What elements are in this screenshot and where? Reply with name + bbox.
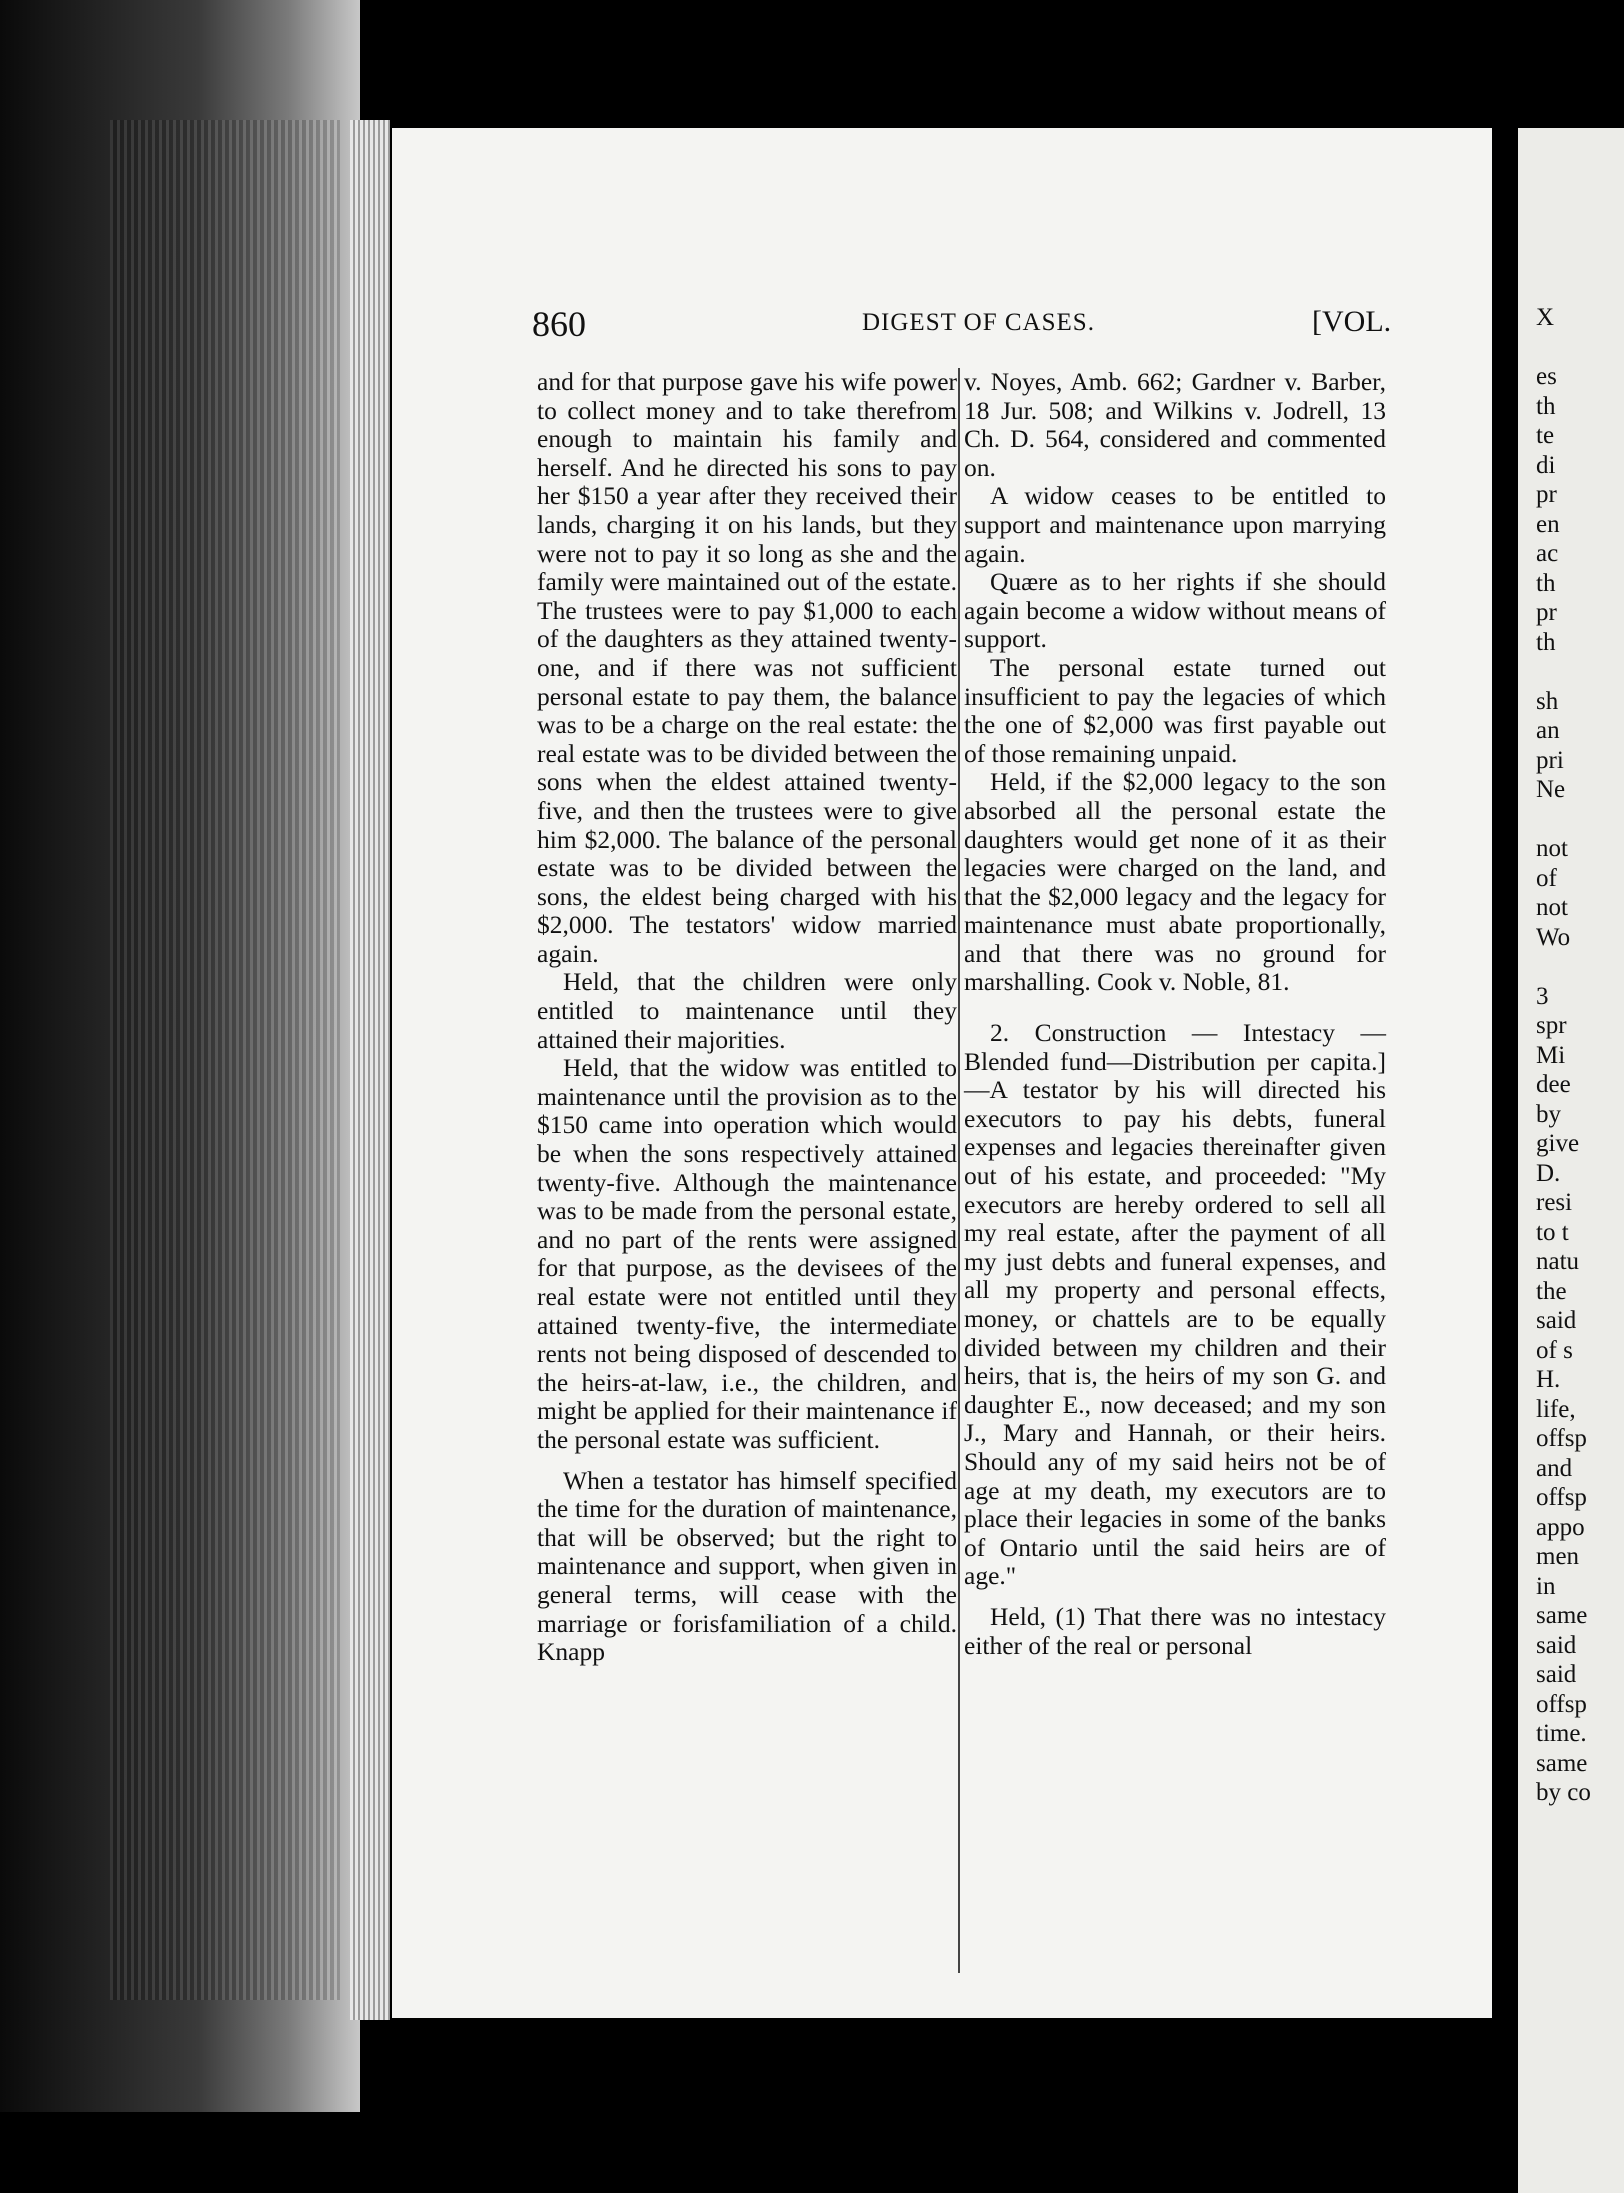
next-page-line: D. (1536, 1159, 1561, 1187)
next-page-line: not (1536, 894, 1568, 921)
next-page-line: ac (1536, 540, 1559, 567)
next-page-line: th (1536, 569, 1556, 597)
next-page-line: men (1536, 1543, 1580, 1570)
paragraph: When a testator has himself specified the time for the duration of maintenance, that will be observed; but the right to maintenance and support, when given in general terms, will cease with the marriage or forisfamiliation of a child. Knapp (537, 1465, 957, 1667)
next-page-line: pr (1536, 481, 1557, 508)
next-page-line: same (1536, 1749, 1588, 1777)
next-page-line: en (1536, 510, 1560, 538)
next-page-line: offsp (1536, 1484, 1587, 1511)
next-page-line: Ne (1536, 776, 1566, 803)
paragraph: and for that purpose gave his wife power to collect money and to take therefrom enough to maintain his family and herself. And he directed his sons to pay her $150 a year after they received their lands, charging it on his lands, but they were not to pay it so long as she and the family were maintained out of the estate. The trustees were to pay $1,000 to each of the daughters as they attained twenty-one, and if there was not sufficient personal estate to pay them, the balance was to be a charge on the real estate: the real estate was to be divided between the sons when the eldest attained twenty-five, and then the trustees were to give him $2,000. The balance of the personal estate was to be divided between the sons, the eldest being charged with his $2,000. The testators' widow married again. (537, 367, 957, 968)
next-page-line (1518, 952, 1624, 982)
next-page-line: said (1536, 1307, 1577, 1334)
next-page-line: pri (1536, 746, 1564, 774)
spine-texture (110, 120, 340, 2000)
next-page-line: te (1536, 422, 1555, 449)
next-page-line: Mi (1536, 1041, 1566, 1069)
next-page-line: same (1536, 1602, 1588, 1629)
paragraph: Held, that the children were only entitled to maintenance until they attained their majorities. (537, 967, 957, 1054)
next-page-line: pr (1536, 599, 1557, 626)
column-divider (958, 368, 960, 1973)
next-page-line (1518, 657, 1624, 687)
next-page-line: of s (1536, 1336, 1573, 1364)
next-page-line: an (1536, 717, 1560, 744)
next-page-line (1518, 805, 1624, 835)
next-page-line: dee (1536, 1071, 1571, 1098)
next-page-line: X (1536, 304, 1555, 331)
next-page-line: time. (1536, 1720, 1587, 1747)
paragraph: A widow ceases to be entitled to support and maintenance upon marrying again. (964, 481, 1386, 568)
volume-label: [VOL. (1312, 305, 1392, 338)
paragraph: 2. Construction — Intestacy — Blended fund—Distribution per capita.]—A testator by his will directed his executors to pay his debts, funeral expenses and legacies thereinafter given out of his estate, and proceeded: "My executors are hereby ordered to sell all my real estate, after the payment of all my just debts and funeral expenses, and all my property and personal effects, money, or chattels are to be equally divided between my children and their heirs, that is, the heirs of my son G. and daughter E., now deceased; and my son J., Mary and Hannah, or their heirs. Should any of my said heirs not be of age at my death, my executors are to place their legacies in some of the banks of Ontario until the said heirs are of age." (964, 1018, 1386, 1591)
next-page-line: offsp (1536, 1425, 1587, 1452)
page-header (392, 303, 1492, 353)
paragraph: Quære as to her rights if she should again become a widow without means of support. (964, 567, 1386, 654)
next-page-line: said (1536, 1661, 1577, 1688)
book-page (392, 128, 1492, 2018)
next-page-line: give (1536, 1130, 1580, 1157)
next-page-line: the (1536, 1277, 1567, 1305)
next-page-line (1518, 333, 1624, 363)
next-page-line: spr (1536, 1012, 1567, 1039)
next-page-line: life, (1536, 1395, 1576, 1423)
paragraph: Held, if the $2,000 legacy to the son absorbed all the personal estate the daughters would get none of it as their legacies were charged on the land, and that the $2,000 legacy and the legacy for maintenance must abate proportionally, and that there was no ground for marshalling. Cook v. Noble, 81. (964, 767, 1386, 997)
next-page-line: by (1536, 1100, 1561, 1128)
paragraph: Held, that the widow was entitled to maintenance until the provision as to the $150 came into operation which would be when the sons respectively attained twenty-five. Although the maintenance was to be made from the personal estate, and no part of the rents were assigned for that purpose, as the devisees of the real estate were not entitled until they attained twenty-five, the intermediate rents not being disposed of descended to the heirs-at-law, i.e., the children, and might be applied for their maintenance if the personal estate was sufficient. (537, 1053, 957, 1454)
left-column (537, 368, 957, 1667)
next-page-line: not (1536, 835, 1568, 862)
paragraph: v. Noyes, Amb. 662; Gardner v. Barber, 18 Jur. 508; and Wilkins v. Jodrell, 13 Ch. D. 564, considered and commented on. (964, 367, 1386, 482)
next-page-line: said (1536, 1631, 1577, 1659)
next-page-line: 3 (1536, 982, 1549, 1010)
right-column (964, 368, 1386, 1660)
next-page-line: H. (1536, 1366, 1561, 1393)
next-page-line: of (1536, 864, 1557, 892)
next-page-line: Wo (1536, 923, 1571, 951)
page-edges (350, 120, 390, 2020)
paragraph: The personal estate turned out insufficient to pay the legacies of which the one of $2,000 was first payable out of those remaining unpaid. (964, 652, 1386, 768)
next-page-line: resi (1536, 1189, 1573, 1216)
next-page-line: to t (1536, 1218, 1569, 1246)
next-page-line: appo (1536, 1513, 1585, 1541)
next-page-line: th (1536, 628, 1556, 656)
next-page-line: by co (1536, 1779, 1591, 1806)
next-page-line: and (1536, 1454, 1573, 1482)
next-page-line: natu (1536, 1248, 1580, 1275)
next-page-line: th (1536, 392, 1556, 420)
next-page-line: in (1536, 1572, 1556, 1600)
running-title: DIGEST OF CASES. (862, 309, 1095, 336)
next-page-line: offsp (1536, 1690, 1587, 1718)
next-page-fragment (1518, 128, 1624, 2193)
next-page-line: es (1536, 363, 1557, 390)
next-page-line: di (1536, 451, 1556, 479)
paragraph: Held, (1) That there was no intestacy either of the real or personal (964, 1601, 1386, 1660)
page-number: 860 (532, 304, 586, 344)
next-page-line: sh (1536, 687, 1559, 715)
